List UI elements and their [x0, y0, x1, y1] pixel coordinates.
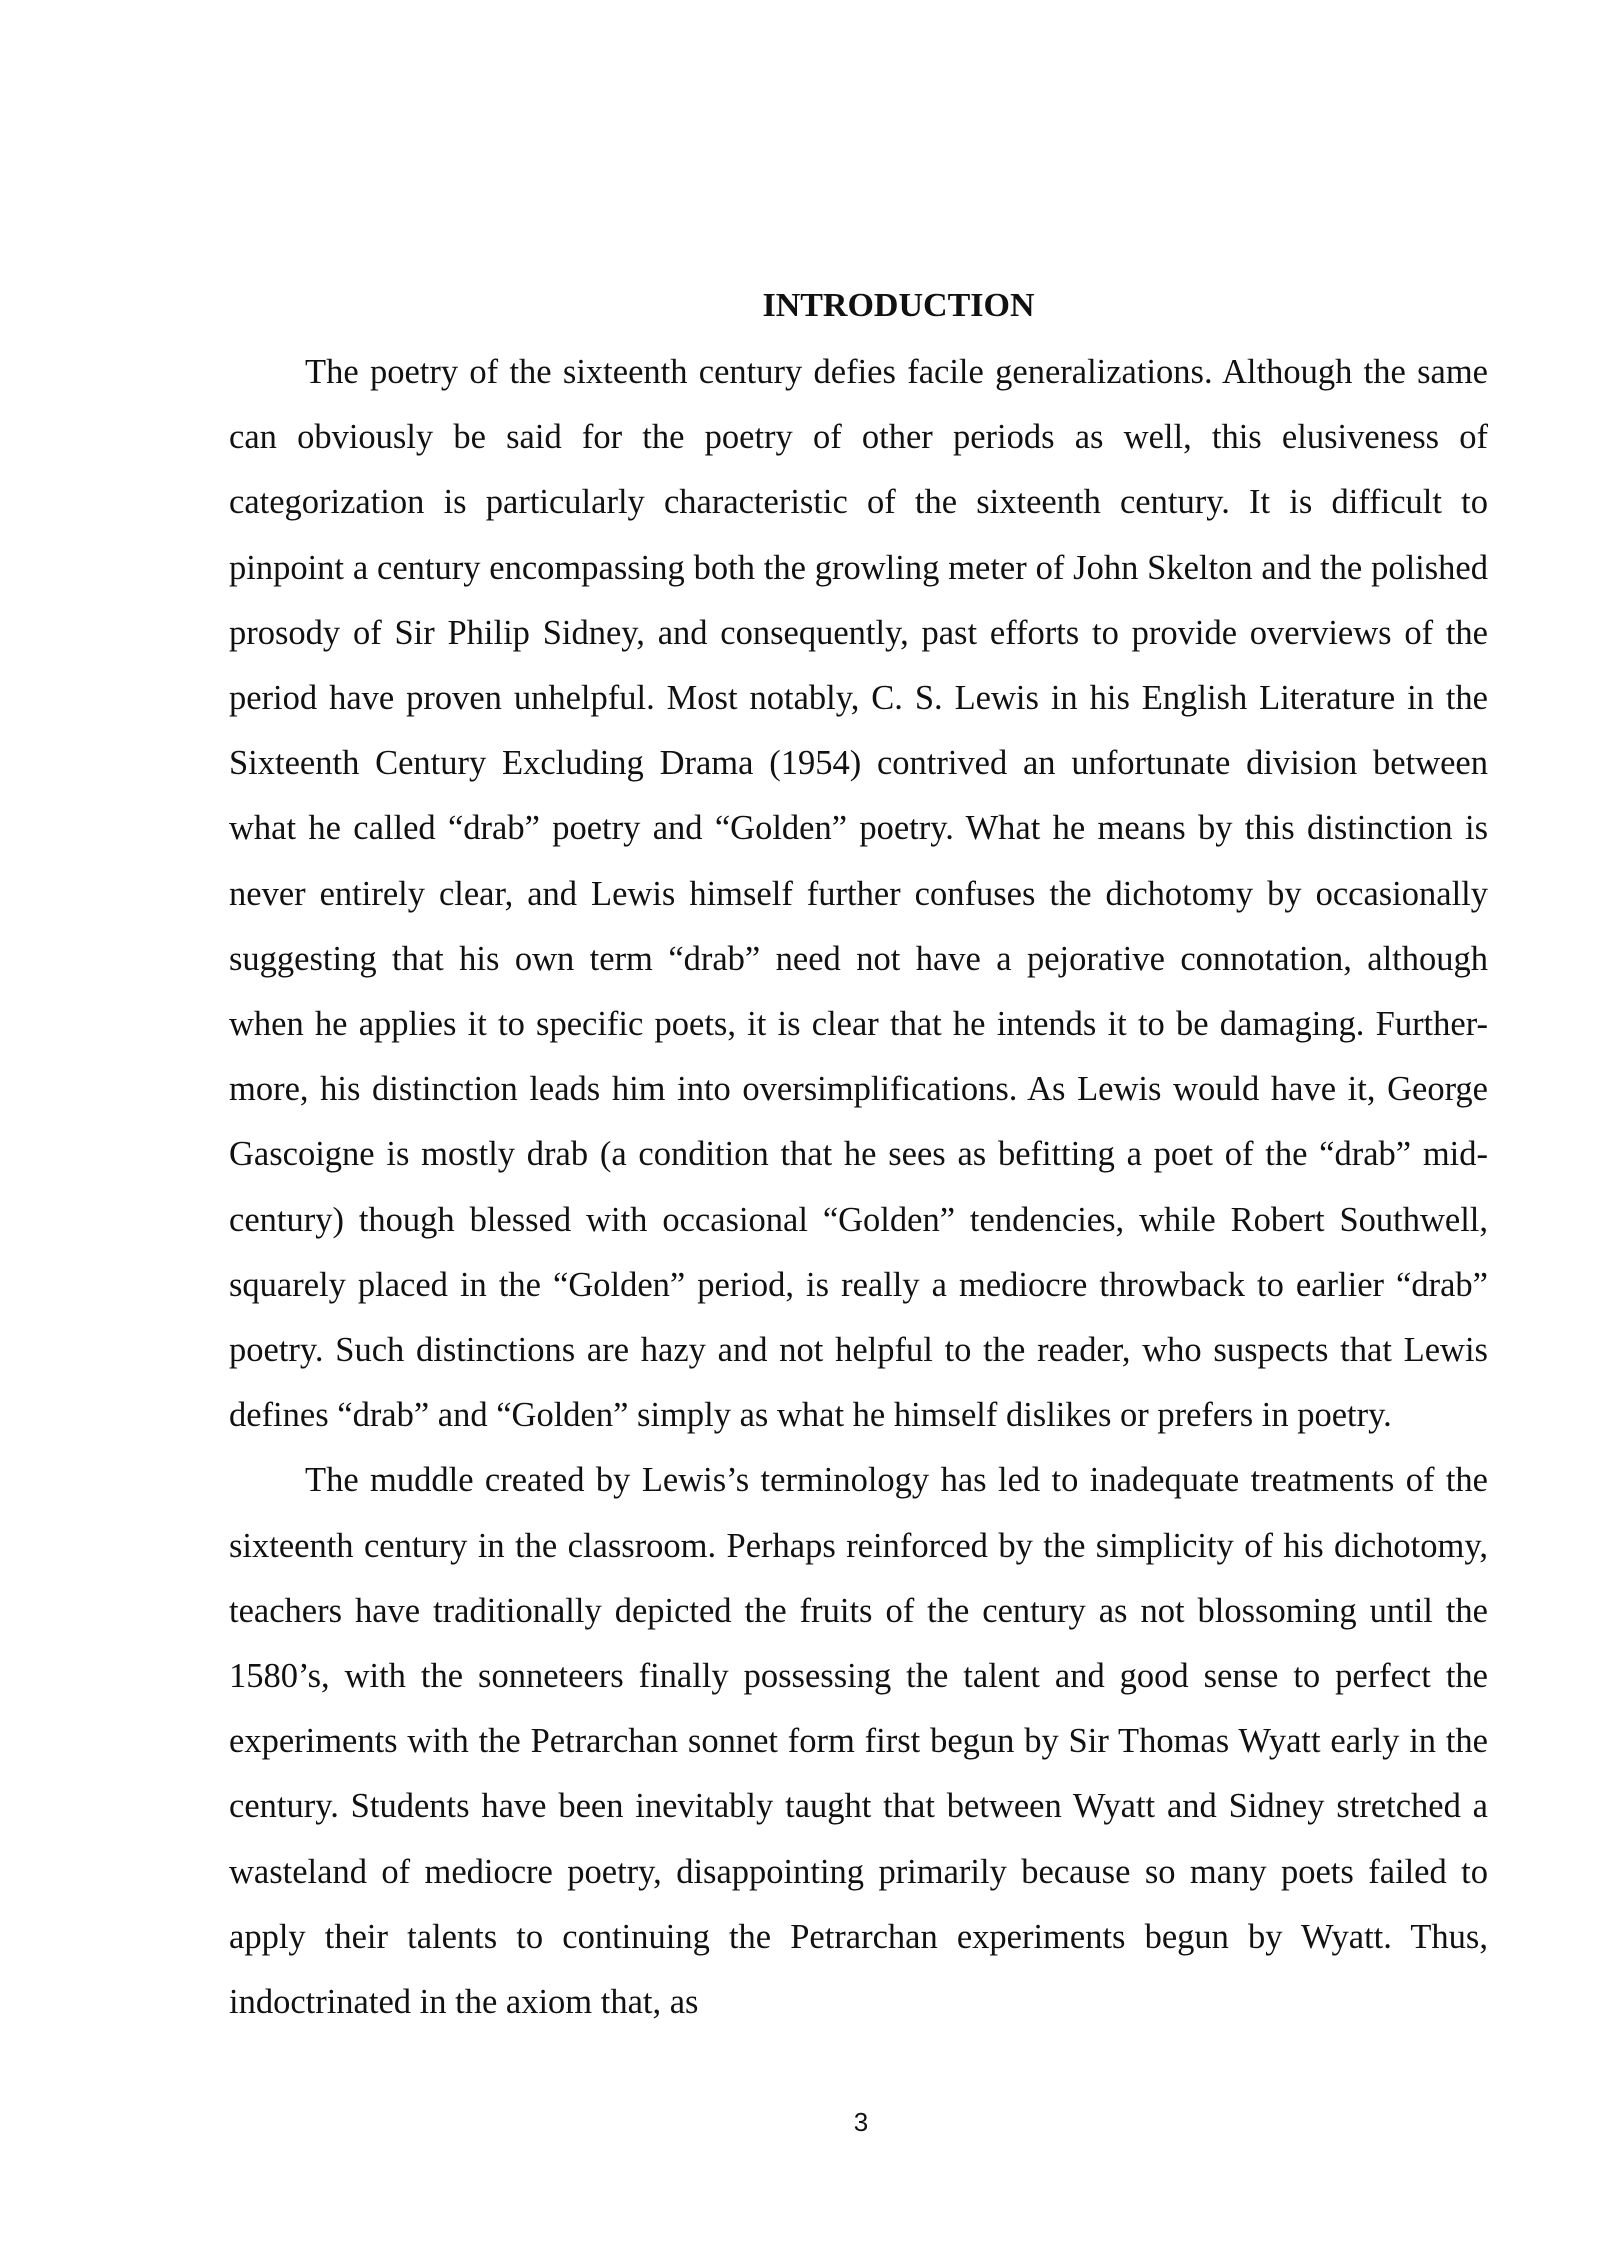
paragraph-1: The poetry of the sixteenth century defies facile generalizations. Although the same can obviously be said for the poetry of other periods as well, this elusiveness of categorization is particularly characteristic of the sixteenth century. It is difficult to pinpoint a century encompassing both the growling meter of John Skelton and the polished prosody of Sir Philip Sidney, and consequently, past efforts to provide overviews of the period have proven unhelpful. Most notably, C. S. Lewis in his English Literature in the Sixteenth Century Excluding Drama (1954) contrived an unfortunate division between what he called “drab” poetry and “Golden” poetry. What he means by this distinction is never entirely clear, and Lewis himself further confuses the dichotomy by occasionally suggesting that his own term “drab” need not have a pejorative connotation, although when he applies it to specific poets, it is clear that he intends it to be damaging. Further-more, his distinction leads him into oversimplifications. As Lewis would have it, George Gascoigne is mostly drab (a condition that he sees as befitting a poet of the “drab” mid-century) though blessed with occasional “Golden” tendencies, while Robert Southwell, squarely placed in the “Golden” period, is really a mediocre throwback to earlier “drab” poetry. Such distinctions are hazy and not helpful to the reader, who suspects that Lewis defines “drab” and “Golden” simply as what he himself dislikes or prefers in poetry.: [229, 353, 1488, 1435]
paragraph-2: The muddle created by Lewis’s terminology has led to inadequate treatments of the sixteenth century in the classroom. Perhaps reinforced by the simplicity of his dichotomy, teachers have traditionally depicted the fruits of the century as not blossoming until the 1580’s, with the sonneteers finally possessing the talent and good sense to perfect the experiments with the Petrarchan sonnet form first begun by Sir Thomas Wyatt early in the century. Students have been inevitably taught that between Wyatt and Sidney stretched a wasteland of mediocre poetry, disappointing primarily because so many poets failed to apply their talents to continuing the Petrarchan experiments begun by Wyatt. Thus, indoctrinated in the axiom that, as: [229, 1461, 1488, 2022]
body-text: [229, 340, 1488, 2035]
page-number: 3: [853, 2107, 869, 2137]
page-title: INTRODUCTION: [762, 287, 1035, 324]
